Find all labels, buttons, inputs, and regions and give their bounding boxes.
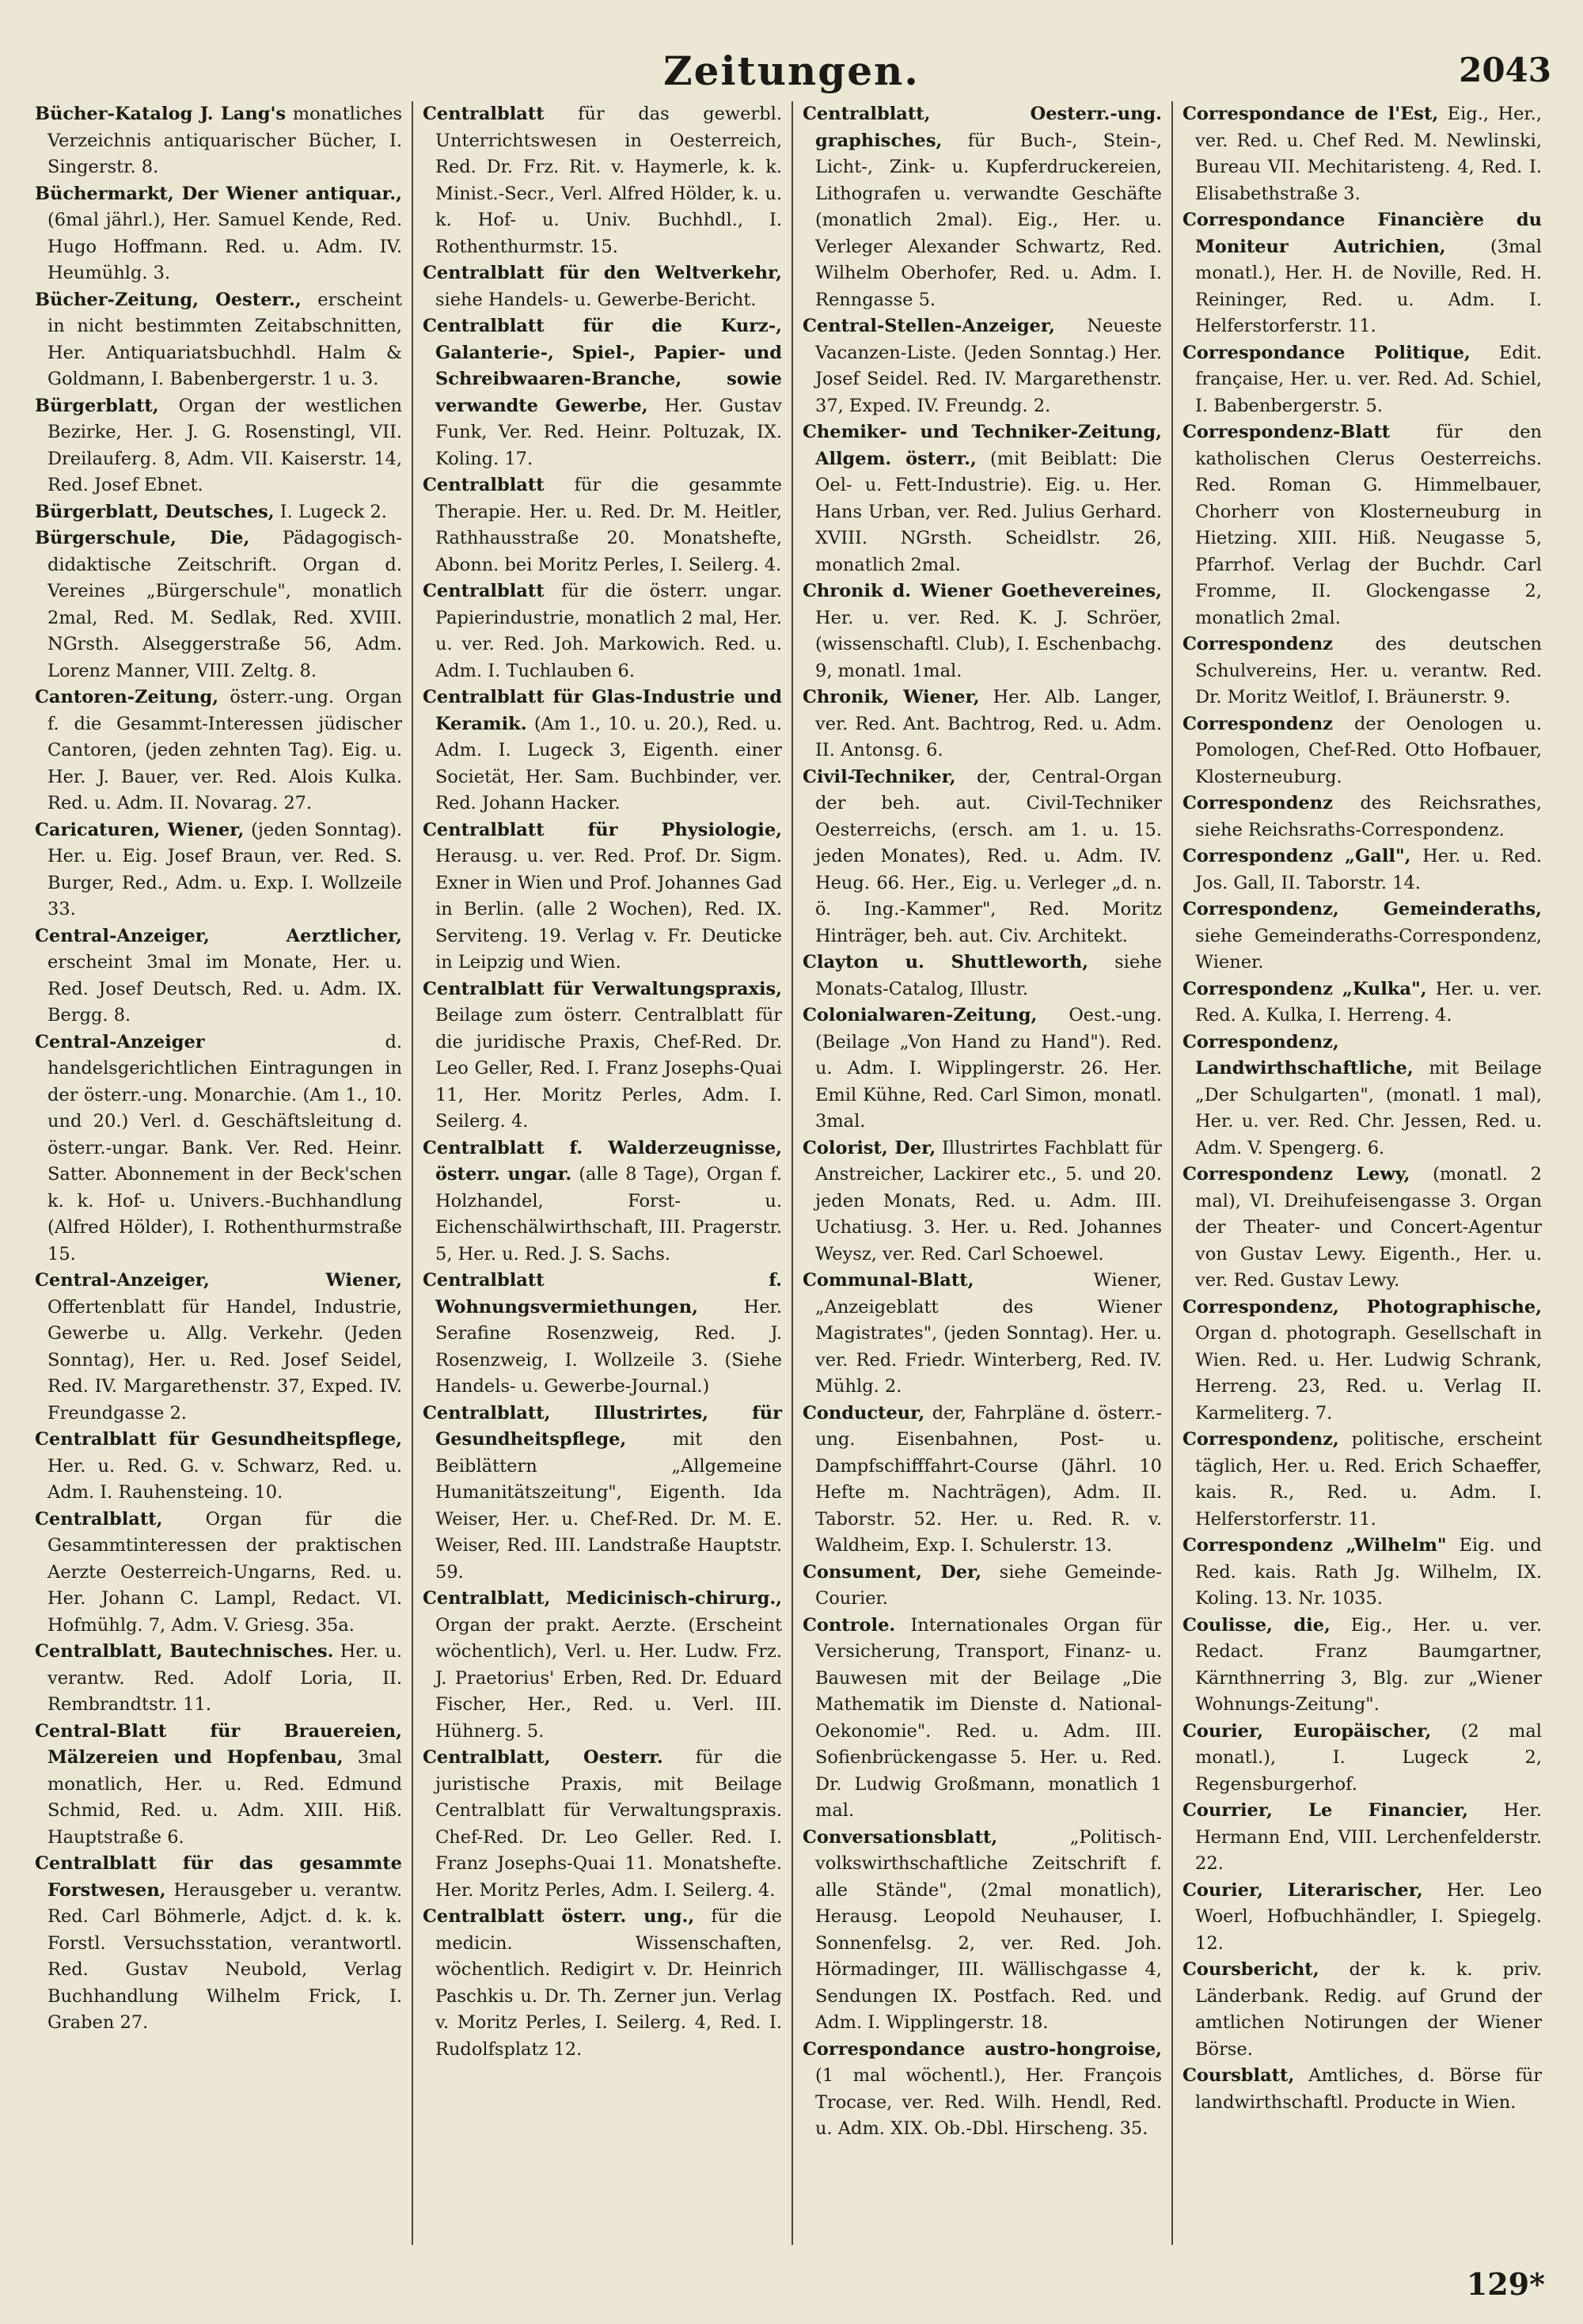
entry-text: Organ der prakt. Aerzte. (Erscheint wöchentlich), Verl. u. Her. Ludw. Frz. J. Praetorius' Erben, Red. Dr. Eduard Fischer, Her., Red. u. Verl. III. Hühnerg. 5. (435, 1614, 782, 1742)
entry-name: Centralblatt, Illustrirtes, für Gesundheitspflege, (423, 1402, 782, 1450)
directory-entry (423, 313, 782, 472)
entry-name: Centralblatt f. Wohnungsvermiethungen, (423, 1270, 782, 1317)
entry-text: des deutschen Schulvereins, Her. u. verantw. Red. Dr. Moritz Weitlof, I. Bräunerstr. 9. (1195, 634, 1542, 707)
directory-entry (1183, 1878, 1542, 1958)
entry-text: (jeden Sonntag). Her. u. Eig. Josef Braun, ver. Red. S. Burger, Red., Adm. u. Exp. I. Wollzeile 33. (47, 819, 403, 919)
entry-text: siehe Monats-Catalog, Illustr. (815, 952, 1162, 999)
entry-name: Consument, Der, (803, 1561, 982, 1583)
entry-name: Chemiker- und Techniker-Zeitung, Allgem. österr., (803, 422, 1162, 469)
directory-entry (803, 578, 1162, 684)
entry-name: Correspondenz (1183, 793, 1333, 813)
entry-text: monatliches Verzeichnis antiquarischer Bücher, I. Singerstr. 8. (47, 104, 402, 177)
directory-entry (803, 419, 1162, 578)
directory-entry (1183, 419, 1542, 631)
entry-name: Bücher-Katalog J. Lang's (35, 104, 287, 124)
directory-entry (803, 1401, 1162, 1560)
entry-text: (monatl. 2 mal), VI. Dreihufeisengasse 3. Organ der Theater- und Concert-Agentur von Gustav Lewy. Eigenth., Her. u. ver. Red. Gustav Lewy. (1195, 1164, 1542, 1291)
entry-text: Her. u. Red. G. v. Schwarz, Red. u. Adm. I. Rauhensteing. 10. (47, 1455, 402, 1503)
entry-text: Beilage zum österr. Centralblatt für die juridische Praxis, Chef-Red. Dr. Leo Geller, Red. I. Franz Josephs-Quai 11, Her. Moritz Perles, Adm. I. Seilerg. 4. (435, 1005, 782, 1132)
directory-entry (1183, 976, 1542, 1029)
entry-name: Centralblatt für die Kurz-, Galanterie-, Spiel-, Papier- und Schreibwaaren-Branche, sowie verwandte Gewerbe, (423, 316, 782, 416)
directory-entry (35, 1507, 402, 1640)
entry-text: mit den Beiblättern „Allgemeine Humanitätszeitung", Eigenth. Ida Weiser, Her. u. Chef-Red. Dr. M. E. Weiser, Red. III. Landstraße Hauptstr. 59. (435, 1429, 782, 1583)
entry-name: Centralblatt für das gesammte Forstwesen, (35, 1853, 402, 1901)
entry-text: (2 mal monatl.), I. Lugeck 2, Regensburgerhof. (1195, 1720, 1542, 1795)
entry-text: 3mal monatlich, Her. u. Red. Edmund Schmid, Red. u. Adm. XIII. Hiß. Hauptstraße 6. (47, 1747, 402, 1848)
directory-entry (803, 1003, 1162, 1135)
directory-entry (35, 101, 402, 181)
directory-entry (35, 1029, 402, 1268)
entry-text: Organ d. photograph. Gesellschaft in Wien. Red. u. Her. Ludwig Schrank, Herreng. 23, Red. u. Verlag II. Karmeliterg. 7. (1195, 1323, 1542, 1424)
directory-entry (1183, 1533, 1542, 1613)
entry-name: Correspondenz (1183, 713, 1333, 734)
entry-text: erscheint in nicht bestimmten Zeitabschnitten, Her. Antiquariatsbuchhdl. Halm & Goldmann, I. Babenbergerstr. 1 u. 3. (47, 289, 403, 389)
directory-entry (1183, 207, 1542, 340)
entry-text: Her. Hermann End, VIII. Lerchenfelderstr. 22. (1195, 1800, 1542, 1874)
directory-entry (423, 101, 782, 260)
entry-text: Her. Leo Woerl, Hofbuchhändler, I. Spiegelg. 12. (1195, 1879, 1542, 1954)
directory-entry (1183, 1029, 1542, 1162)
page-title: Zeitungen. (663, 47, 920, 94)
entry-name: Centralblatt österr. ung., (423, 1906, 695, 1927)
entry-name: Coursblatt, (1183, 2065, 1295, 2086)
entry-text: Oest.-ung. (Beilage „Von Hand zu Hand"). Red. u. Adm. I. Wipplingerstr. 26. Her. Emil Kühne, Red. Carl Simon, monatl. 3mal. (815, 1005, 1162, 1132)
entry-name: Central-Stellen-Anzeiger, (803, 316, 1055, 336)
entry-name: Büchermarkt, Der Wiener antiquar., (35, 183, 402, 204)
entry-name: Correspondenz, Photographische, (1183, 1296, 1542, 1317)
directory-entry (1183, 340, 1542, 420)
entry-name: Coursbericht, (1183, 1959, 1319, 1980)
entry-name: Correspondance austro-hongroise, (803, 2038, 1162, 2060)
column-4 (1171, 101, 1551, 2245)
directory-entry (1183, 711, 1542, 791)
directory-entry (803, 684, 1162, 764)
entry-text: für die gesammte Therapie. Her. u. Red. Dr. M. Heitler, Rathhausstraße 20. Monatshefte, Abonn. bei Moritz Perles, I. Seilerg. 4. (435, 475, 782, 575)
entry-text: Her. Serafine Rosenzweig, Red. J. Rosenzweig, I. Wollzeile 3. (Siehe Handels- u. Gewerbe-Journal.) (435, 1296, 782, 1397)
entry-name: Colorist, Der, (803, 1137, 936, 1158)
entry-text: Wiener, „Anzeigeblatt des Wiener Magistrates", (jeden Sonntag). Her. u. ver. Red. Friedr. Winterberg, Red. IV. Mühlg. 2. (815, 1270, 1162, 1397)
entry-name: Centralblatt (423, 581, 545, 601)
entry-text: Illustrirtes Fachblatt für Anstreicher, Lackirer etc., 5. und 20. jeden Monats, Red. u. Adm. III. Uchatiusg. 3. Her. u. Red. Johannes Weysz, ver. Red. Carl Schoewel. (815, 1137, 1162, 1264)
entry-text: siehe Gemeinderaths-Correspondenz, Wiener. (1195, 925, 1542, 972)
entry-name: Centralblatt, Medicinisch-chirurg., (423, 1588, 782, 1609)
entry-text: der, Central-Organ der beh. aut. Civil-Techniker Oesterreichs, (ersch. am 1. u. 15. jeden Monates), Red. u. Adm. IV. Heug. 66. Her., Eig. u. Verleger „d. n. ö. Ing.-Kammer", Red. Moritz Hinträger, beh. aut. Civ. Architekt. (815, 766, 1162, 946)
entry-text: siehe Handels- u. Gewerbe-Bericht. (435, 289, 757, 310)
directory-entry (803, 1135, 1162, 1268)
entry-name: Correspondenz Lewy, (1183, 1164, 1410, 1185)
entry-text: (6mal jährl.), Her. Samuel Kende, Red. Hugo Hoffmann. Red. u. Adm. IV. Heumühlg. 3. (47, 210, 402, 283)
directory-entry (803, 1613, 1162, 1825)
entry-text: siehe Gemeinde-Courier. (815, 1561, 1163, 1609)
entry-text: (3mal monatl.), Her. H. de Noville, Red. H. Reininger, Red. u. Adm. I. Helferstorferstr. 11. (1195, 236, 1542, 336)
entry-text: Her. u. ver. Red. K. J. Schröer, (wissenschaftl. Club), I. Eschenbachg. 9, monatl. 1mal. (815, 607, 1162, 681)
entry-name: Centralblatt (423, 104, 545, 124)
entry-name: Controle. (803, 1614, 896, 1636)
entry-text: Amtliches, d. Börse für landwirthschaftl. Producte in Wien. (1195, 2065, 1542, 2113)
entry-text: „Politisch-volkswirthschaftliche Zeitschrift f. alle Stände", (2mal monatlich), Herausg. Leopold Neuhauser, I. Sonnenfelsg. 2, ver. Red. Joh. Hörmadinger, III. Wällischgasse 4, Sendungen IX. Postfach. Red. und Adm. I. Wipplingerstr. 18. (815, 1826, 1162, 2033)
entry-text: Organ der westlichen Bezirke, Her. J. G. Rosenstingl, VII. Dreilauferg. 8, Adm. VII. Kaiserstr. 14, Red. Josef Ebnet. (47, 395, 402, 495)
columns (32, 101, 1551, 2245)
entry-text: Herausgeber u. verantw. Red. Carl Böhmerle, Adjct. d. k. k. Forstl. Versuchsstation, verantwortl. Red. Gustav Neubold, Verlag Buchhandlung Wilhelm Frick, I. Graben 27. (47, 1879, 402, 2033)
directory-entry (1183, 1295, 1542, 1427)
entry-text: Her. u. ver. Red. A. Kulka, I. Herreng. 4. (1195, 978, 1542, 1026)
directory-entry (1183, 2063, 1542, 2116)
entry-name: Centralblatt f. Walderzeugnisse, österr. ungar. (423, 1137, 782, 1185)
entry-name: Correspondance Financière du Moniteur Autrichien, (1183, 210, 1542, 257)
directory-entry (423, 684, 782, 817)
directory-entry (803, 950, 1162, 1003)
entry-text: für die medicin. Wissenschaften, wöchentlich. Redigirt v. Dr. Heinrich Paschkis u. Dr. Th. Zerner jun. Verlag v. Moritz Perles, I. Seilerg. 4, Red. I. Rudolfsplatz 12. (435, 1906, 782, 2060)
entry-name: Bürgerblatt, Deutsches, (35, 501, 275, 522)
page-header (32, 47, 1551, 103)
entry-text: Eig., Her., ver. Red. u. Chef Red. M. Newlinski, Bureau VII. Mechitaristeng. 4, Red. I. Elisabethstraße 3. (1195, 104, 1542, 204)
entry-name: Conversationsblatt, (803, 1826, 998, 1848)
entry-name: Correspondenz (1183, 634, 1333, 654)
entry-name: Courrier, Le Financier, (1183, 1800, 1469, 1821)
entry-text: für die juristische Praxis, mit Beilage Centralblatt für Verwaltungspraxis. Chef-Red. Dr. Leo Geller. Red. I. Franz Josephs-Quai 11. Monatshefte. Her. Moritz Perles, Adm. I. Seilerg. 4. (435, 1747, 782, 1901)
entry-name: Correspondenz „Wilhelm" (1183, 1535, 1447, 1556)
entry-text: Pädagogisch-didaktische Zeitschrift. Organ d. Vereines „Bürgerschule", monatlich 2mal, Red. M. Sedlak, Red. XVIII. NGrsth. Alseggerstraße 56, Adm. Lorenz Manner, VIII. Zeltg. 8. (47, 528, 403, 681)
directory-entry (423, 260, 782, 313)
entry-text: Internationales Organ für Versicherung, Transport, Finanz- u. Bauwesen mit der Beilage „Die Mathematik im Dienste d. National-Oekonomie". Red. u. Adm. III. Sofienbrückengasse 5. Her. u. Red. Dr. Ludwig Großmann, monatlich 1 mal. (815, 1614, 1162, 1821)
directory-entry (35, 817, 402, 923)
directory-entry (1183, 844, 1542, 897)
entry-name: Chronik d. Wiener Goethevereines, (803, 581, 1162, 601)
entry-text: Eig., Her. u. ver. Redact. Franz Baumgartner, Kärnthnerring 3, Blg. zur „Wiener Wohnungs-Zeitung". (1195, 1614, 1542, 1715)
directory-entry (423, 1135, 782, 1268)
entry-name: Correspondance Politique, (1183, 342, 1471, 363)
entry-text: Her. u. Red. Jos. Gall, II. Taborstr. 14. (1195, 846, 1543, 893)
entry-name: Clayton u. Shuttleworth, (803, 952, 1089, 972)
entry-name: Communal-Blatt, (803, 1270, 974, 1291)
entry-name: Centralblatt für Verwaltungspraxis, (423, 978, 782, 999)
entry-text: Neueste Vacanzen-Liste. (Jeden Sonntag.) Her. Josef Seidel. Red. IV. Margarethenstr. 37, Exped. IV. Freundg. 2. (815, 316, 1162, 416)
directory-entry (423, 1268, 782, 1401)
directory-entry (803, 1825, 1162, 2037)
directory-entry (1183, 101, 1542, 207)
entry-name: Conducteur, (803, 1402, 925, 1424)
directory-entry (35, 1639, 402, 1719)
entry-name: Centralblatt (423, 475, 545, 495)
entry-name: Courier, Literarischer, (1183, 1879, 1423, 1901)
column-3 (792, 101, 1171, 2245)
entry-text: Organ für die Gesammtinteressen der praktischen Aerzte Oesterreich-Ungarns, Red. u. Her. Johann C. Lampl, Redact. VI. Hofmühlg. 7, Adm. V. Griesg. 35a. (47, 1508, 402, 1636)
directory-entry (35, 393, 402, 499)
entry-text: Eig. und Red. kais. Rath Jg. Wilhelm, IX. Koling. 13. Nr. 1035. (1195, 1535, 1542, 1609)
entry-text: (alle 8 Tage), Organ f. Holzhandel, Forst- u. Eichenschälwirthschaft, III. Pragerstr. 5, Her. u. Red. J. S. Sachs. (435, 1164, 782, 1264)
directory-entry (1183, 790, 1542, 844)
directory-entry (35, 1719, 402, 1852)
directory-entry (35, 1268, 402, 1427)
entry-name: Central-Anzeiger, Wiener, (35, 1270, 402, 1291)
entry-text: politische, erscheint täglich, Her. u. Red. Erich Schaeffer, kais. R., Red. u. Adm. I. Helferstorferstr. 11. (1195, 1429, 1543, 1530)
entry-name: Civil-Techniker, (803, 766, 956, 787)
directory-entry (1183, 1719, 1542, 1799)
entry-name: Centralblatt für den Weltverkehr, (423, 263, 782, 283)
entry-text: der Oenologen u. Pomologen, Chef-Red. Otto Hofbauer, Klosterneuburg. (1195, 713, 1543, 787)
entry-text: für die österr. ungar. Papierindustrie, monatlich 2 mal, Her. u. ver. Red. Joh. Markowich. Red. u. Adm. I. Tuchlauben 6. (435, 581, 783, 681)
directory-entry (1183, 1427, 1542, 1533)
page-signature: 129* (1466, 2266, 1545, 2302)
directory-entry (803, 313, 1162, 419)
directory-entry (35, 287, 402, 393)
entry-name: Centralblatt für Glas-Industrie und Keramik. (423, 687, 782, 734)
directory-entry (1183, 1613, 1542, 1719)
directory-entry (1183, 1162, 1542, 1295)
entry-name: Caricaturen, Wiener, (35, 819, 245, 840)
directory-entry (423, 578, 782, 684)
entry-name: Centralblatt, (35, 1508, 163, 1530)
entry-text: (Am 1., 10. u. 20.), Red. u. Adm. I. Lugeck 3, Eigenth. einer Societät, Her. Sam. Buchbinder, ver. Red. Johann Hacker. (435, 713, 782, 813)
entry-name: Centralblatt für Physiologie, (423, 819, 782, 840)
entry-text: Herausg. u. ver. Red. Prof. Dr. Sigm. Exner in Wien und Prof. Johannes Gad in Berlin. (alle 2 Wochen), Red. IX. Serviteng. 19. Verlag v. Fr. Deuticke in Leipzig und Wien. (435, 846, 782, 972)
directory-entry (35, 181, 402, 287)
entry-text: Her. Alb. Langer, ver. Red. Ant. Bachtrog, Red. u. Adm. II. Antonsg. 6. (815, 687, 1163, 760)
entry-text: der k. k. priv. Länderbank. Redig. auf Grund der amtlichen Notirungen der Wiener Börse. (1195, 1959, 1542, 2060)
entry-name: Courier, Europäischer, (1183, 1720, 1432, 1742)
directory-entry (35, 1427, 402, 1507)
entry-name: Centralblatt, Oesterr. (423, 1747, 663, 1768)
entry-name: Centralblatt, Bautechnisches. (35, 1641, 334, 1662)
entry-name: Cantoren-Zeitung, (35, 687, 219, 707)
directory-entry (1183, 1957, 1542, 2063)
entry-text: Offertenblatt für Handel, Industrie, Gewerbe u. Allg. Verkehr. (Jeden Sonntag), Her. u. Red. Josef Seidel, Red. IV. Margarethenstr. 37, Exped. IV. Freundgasse 2. (47, 1296, 402, 1424)
directory-entry (423, 976, 782, 1135)
directory-entry (423, 1904, 782, 2063)
entry-text: (1 mal wöchentl.), Her. François Trocase, ver. Red. Wilh. Hendl, Red. u. Adm. XIX. Ob.-Dbl. Hirscheng. 35. (815, 2065, 1162, 2139)
column-2 (412, 101, 792, 2245)
directory-entry (803, 101, 1162, 313)
entry-name: Centralblatt für Gesundheitspflege, (35, 1429, 402, 1450)
entry-name: Correspondenz „Kulka", (1183, 978, 1427, 999)
entry-name: Correspondenz, Landwirthschaftliche, (1183, 1031, 1414, 1079)
directory-entry (803, 1268, 1162, 1401)
entry-name: Correspondenz, Gemeinderaths, (1183, 899, 1542, 919)
entry-text: (mit Beiblatt: Die Oel- u. Fett-Industrie). Eig. u. Her. Hans Urban, ver. Red. Julius Gerhard. XVIII. NGrsth. Scheidlstr. 26, monatlich 2mal. (815, 448, 1162, 575)
directory-entry (35, 684, 402, 817)
directory-entry (35, 525, 402, 684)
entry-name: Central-Blatt für Brauereien, Mälzereien und Hopfenbau, (35, 1720, 402, 1768)
entry-text: für Buch-, Stein-, Licht-, Zink- u. Kupferdruckereien, Lithografen u. verwandte Geschäfte (monatlich 2mal). Eig., Her. u. Verleger Alexander Schwartz, Red. Wilhelm Oberhofer, Red. u. Adm. I. Renngasse 5. (815, 130, 1162, 310)
entry-name: Bürgerblatt, (35, 395, 159, 416)
entry-text: der, Fahrpläne d. österr.-ung. Eisenbahnen, Post- u. Dampfschifffahrt-Course (Jährl. 10 Hefte m. Nachträgen), Adm. II. Taborstr. 52. Her. u. Red. R. v. Waldheim, Exp. I. Schulerstr. 13. (815, 1402, 1162, 1556)
entry-name: Correspondenz „Gall", (1183, 846, 1411, 866)
directory-entry (803, 764, 1162, 950)
entry-name: Bücher-Zeitung, Oesterr., (35, 289, 302, 310)
entry-text: I. Lugeck 2. (279, 501, 387, 522)
entry-text: Her. Gustav Funk, Ver. Red. Heinr. Poltuzak, IX. Koling. 17. (435, 395, 782, 469)
entry-name: Central-Anzeiger (35, 1031, 205, 1052)
entry-name: Central-Anzeiger, Aerztlicher, (35, 925, 402, 946)
directory-entry (803, 2037, 1162, 2143)
directory-entry (35, 499, 402, 526)
entry-text: mit Beilage „Der Schulgarten", (monatl. 1 mal), Her. u. ver. Red. Chr. Jessen, Red. u. Adm. V. Spengerg. 6. (1195, 1058, 1542, 1158)
directory-entry (35, 923, 402, 1029)
directory-entry (423, 1401, 782, 1587)
directory-entry (423, 472, 782, 578)
directory-entry (1183, 631, 1542, 711)
entry-name: Centralblatt, Oesterr.-ung. graphisches, (803, 104, 1162, 151)
entry-text: erscheint 3mal im Monate, Her. u. Red. Josef Deutsch, Red. u. Adm. IX. Bergg. 8. (47, 952, 402, 1026)
directory-entry (803, 1560, 1162, 1613)
entry-name: Chronik, Wiener, (803, 687, 980, 707)
entry-text: für das gewerbl. Unterrichtswesen in Oesterreich, Red. Dr. Frz. Rit. v. Haymerle, k. k. Minist.-Secr., Verl. Alfred Hölder, k. u. k. Hof- u. Univ. Buchhdl., I. Rothenthurmstr. 15. (435, 104, 783, 257)
directory-entry (1183, 1798, 1542, 1878)
column-1 (32, 101, 412, 2245)
page-number: 2043 (1459, 51, 1551, 89)
entry-name: Colonialwaren-Zeitung, (803, 1005, 1038, 1026)
directory-entry (35, 1851, 402, 2037)
entry-name: Correspondenz, (1183, 1429, 1339, 1450)
entry-name: Bürgerschule, Die, (35, 528, 250, 548)
directory-entry (1183, 897, 1542, 976)
entry-text: österr.-ung. Organ f. die Gesammt-Interessen jüdischer Cantoren, (jeden zehnten Tag). Eig. u. Her. J. Bauer, ver. Red. Alois Kulka. Red. u. Adm. II. Novarag. 27. (47, 687, 402, 813)
entry-text: des Reichsrathes, siehe Reichsraths-Correspondenz. (1195, 793, 1542, 840)
directory-entry (423, 817, 782, 976)
entry-name: Correspondenz-Blatt (1183, 422, 1391, 442)
entry-name: Coulisse, die, (1183, 1614, 1331, 1636)
entry-text: Her. u. verantw. Red. Adolf Loria, II. Rembrandtstr. 11. (47, 1641, 402, 1715)
directory-entry (423, 1745, 782, 1904)
entry-text: für den katholischen Clerus Oesterreichs. Red. Roman G. Himmelbauer, Chorherr von Klosterneuburg in Hietzing. XIII. Hiß. Neugasse 5, Pfarrhof. Verlag der Buchdr. Carl Fromme, II. Glockengasse 2, monatlich 2mal. (1195, 422, 1542, 628)
entry-text: Edit. française, Her. u. ver. Red. Ad. Schiel, I. Babenbergerstr. 5. (1195, 342, 1542, 416)
entry-name: Correspondance de l'Est, (1183, 104, 1439, 124)
directory-entry (423, 1586, 782, 1745)
entry-text: d. handelsgerichtlichen Eintragungen in der österr.-ung. Monarchie. (Am 1., 10. und 20.) Verl. d. Geschäftsleitung d. österr.-ungar. Bank. Ver. Red. Heinr. Satter. Abonnement in der Beck'schen k. k. Hof- u. Univers.-Buchhandlung (Alfred Hölder), I. Rothenthurmstraße 15. (47, 1031, 402, 1264)
